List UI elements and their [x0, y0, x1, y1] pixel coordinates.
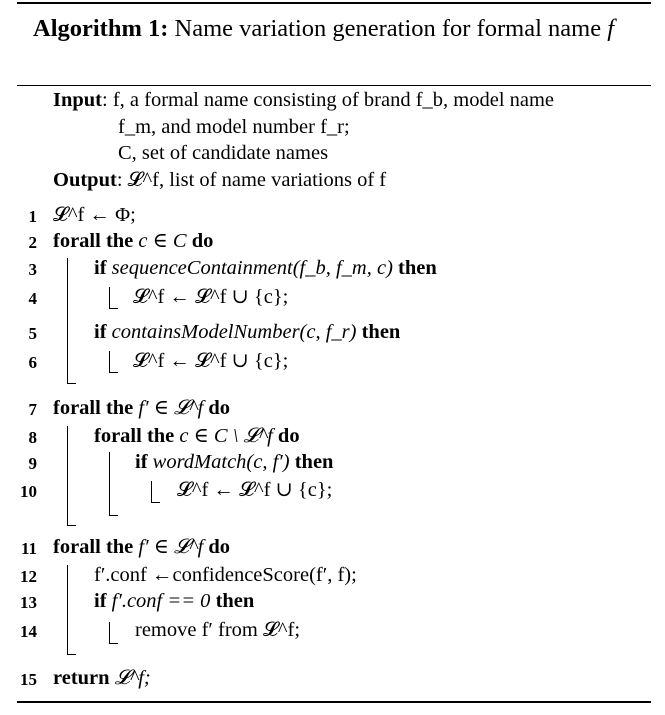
- keyword: if: [94, 590, 107, 612]
- keyword: do: [208, 397, 231, 419]
- line-number: 12: [20, 567, 37, 586]
- scope-bar-end: [151, 502, 160, 503]
- code-line-8: [94, 424, 300, 448]
- line-number: 14: [20, 622, 37, 641]
- line-number: 1: [28, 207, 37, 226]
- code-text: sequenceContainment(f_b, f_m, c): [111, 257, 393, 279]
- line-number: 13: [20, 593, 37, 612]
- code-line-6: [133, 349, 288, 373]
- input-text-1: : f, a formal name consisting of brand f_b, model name: [102, 89, 555, 111]
- code-line-10: [177, 478, 332, 502]
- code-text: f′.conf == 0: [111, 590, 211, 612]
- scope-bar-end: [67, 654, 76, 655]
- scope-bar-end: [67, 525, 76, 526]
- scope-bar: [109, 622, 110, 644]
- code-text: 𝓛^f ← Φ;: [53, 204, 136, 226]
- line-number: 10: [20, 482, 37, 501]
- code-line-11: [53, 535, 230, 559]
- keyword: then: [361, 321, 401, 343]
- code-line-2: [53, 229, 213, 253]
- scope-bar-end: [109, 515, 118, 516]
- scope-bar: [109, 351, 110, 373]
- code-line-14: [135, 618, 300, 642]
- code-text: c ∈ C \ 𝓛^f: [179, 425, 273, 447]
- scope-bar: [151, 481, 152, 503]
- bottom-rule: [17, 701, 651, 703]
- code-text: f′ ∈ 𝓛^f: [138, 397, 204, 419]
- output-line: [53, 168, 386, 192]
- keyword: forall the: [53, 397, 134, 419]
- caption-label: Algorithm 1:: [33, 15, 169, 42]
- input-line: [53, 88, 554, 112]
- scope-bar-end: [109, 643, 118, 644]
- keyword: then: [215, 590, 255, 612]
- code-text: f′.conf ←confidenceScore(f′, f);: [94, 564, 357, 586]
- code-text: 𝓛^f ← 𝓛^f ∪ {c};: [133, 286, 289, 308]
- code-text: c ∈ C: [138, 230, 187, 252]
- scope-bar-end: [109, 372, 118, 373]
- code-line-9: [135, 450, 333, 474]
- code-line-4: [133, 285, 288, 309]
- input-line-2: f_m, and model number f_r;: [118, 116, 350, 138]
- line-number: 4: [28, 289, 37, 308]
- scope-bar-end: [109, 308, 118, 309]
- scope-bar: [67, 565, 68, 655]
- code-line-7: [53, 396, 230, 420]
- keyword: if: [135, 451, 148, 473]
- code-line-5: [94, 320, 400, 344]
- line-number: 7: [28, 400, 37, 419]
- keyword: forall the: [53, 536, 134, 558]
- keyword: if: [94, 321, 107, 343]
- algorithm-caption: [33, 12, 633, 46]
- algorithm-block: [17, 0, 651, 704]
- line-number: 6: [28, 353, 37, 372]
- keyword: forall the: [94, 425, 175, 447]
- caption-rule: [17, 85, 651, 86]
- caption-title-var: f: [607, 15, 615, 42]
- output-label: Output: [53, 169, 117, 191]
- code-line-15: [53, 666, 151, 690]
- line-number: 11: [20, 539, 37, 558]
- line-number: 5: [28, 324, 37, 343]
- line-number: 2: [28, 233, 37, 252]
- line-number: 15: [20, 670, 37, 689]
- code-text: f′ ∈ 𝓛^f: [138, 536, 204, 558]
- caption-title: Name variation generation for formal name: [174, 15, 608, 42]
- scope-bar-end: [67, 383, 76, 384]
- code-text: wordMatch(c, f′): [152, 451, 290, 473]
- input-line-3: C, set of candidate names: [118, 142, 329, 164]
- scope-bar: [109, 287, 110, 309]
- code-text: containsModelNumber(c, f_r): [111, 321, 357, 343]
- code-line-1: [53, 203, 136, 227]
- keyword: if: [94, 257, 107, 279]
- keyword: do: [208, 536, 231, 558]
- keyword: do: [277, 425, 300, 447]
- code-text: 𝓛^f ← 𝓛^f ∪ {c};: [177, 479, 333, 501]
- top-rule: [17, 2, 651, 4]
- line-number: 9: [28, 454, 37, 473]
- keyword: do: [191, 230, 214, 252]
- input-label: Input: [53, 89, 103, 111]
- code-text: remove f′ from 𝓛^f;: [135, 619, 301, 641]
- keyword: then: [294, 451, 334, 473]
- line-number: 3: [28, 260, 37, 279]
- code-line-3: [94, 256, 437, 280]
- keyword: then: [398, 257, 437, 279]
- scope-bar: [67, 426, 68, 526]
- keyword: forall the: [53, 230, 134, 252]
- code-text: 𝓛^f;: [114, 667, 151, 689]
- scope-bar: [109, 452, 110, 516]
- line-number: 8: [28, 428, 37, 447]
- output-text: : 𝓛^f, list of name variations of f: [116, 169, 387, 191]
- code-text: 𝓛^f ← 𝓛^f ∪ {c};: [133, 350, 289, 372]
- code-line-13: [94, 589, 254, 613]
- scope-bar: [67, 258, 68, 384]
- code-line-12: [94, 563, 357, 587]
- keyword: return: [53, 667, 110, 689]
